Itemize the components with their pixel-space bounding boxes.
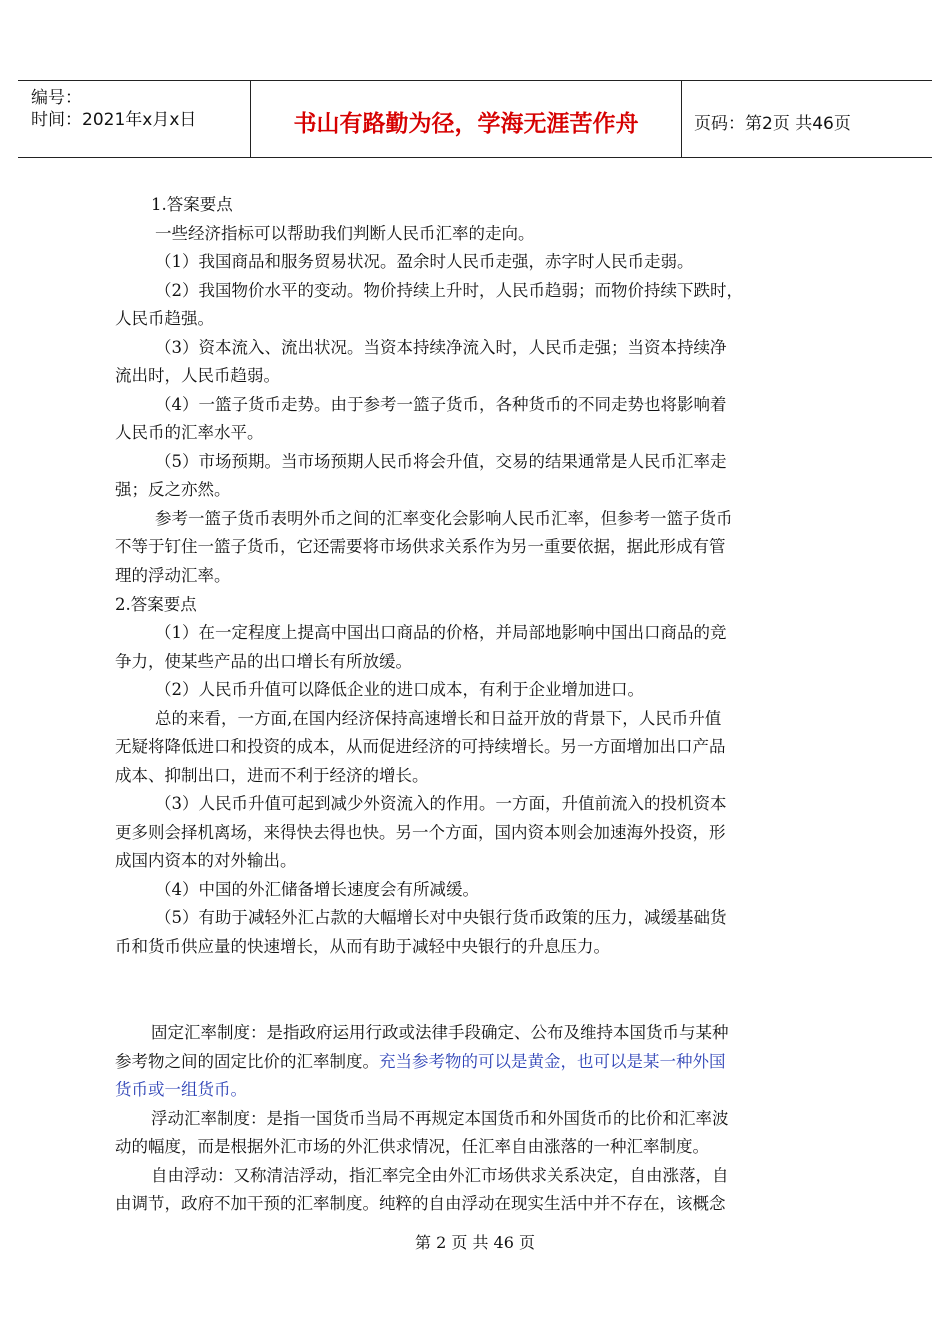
- text-line: 成国内资本的对外输出。: [115, 851, 297, 870]
- section-heading: 1.答案要点: [151, 195, 233, 214]
- text-line: （4）一篮子货币走势。由于参考一篮子货币，各种货币的不同走势也将影响着: [155, 395, 727, 414]
- text-line: 总的来看，一方面,在国内经济保持高速增长和日益开放的背景下，人民币升值: [155, 709, 722, 728]
- text-line: 人民币的汇率水平。: [115, 423, 264, 442]
- highlighted-text: 货币或一组货币。: [115, 1080, 247, 1099]
- text-line: 参考一篮子货币表明外币之间的汇率变化会影响人民币汇率，但参考一篮子货币: [155, 509, 733, 528]
- header-motto: 书山有路勤为径，学海无涯苦作舟: [293, 111, 639, 137]
- text-line: 无疑将降低进口和投资的成本，从而促进经济的可持续增长。另一方面增加出口产品: [115, 737, 726, 756]
- text-line: （5）市场预期。当市场预期人民币将会升值，交易的结果通常是人民币汇率走: [155, 452, 727, 471]
- section-heading: 2.答案要点: [115, 595, 197, 614]
- document-header: [18, 80, 932, 158]
- text-line: 一些经济指标可以帮助我们判断人民币汇率的走向。: [155, 224, 535, 243]
- text-line: 更多则会择机离场，来得快去得也快。另一个方面，国内资本则会加速海外投资，形: [115, 823, 726, 842]
- header-page-code: 页码：第2页 共46页: [694, 114, 851, 134]
- text-line: 自由浮动：又称清洁浮动，指汇率完全由外汇市场供求关系决定，自由涨落，自: [151, 1166, 729, 1185]
- text-line: 强；反之亦然。: [115, 480, 231, 499]
- text-line: 由调节，政府不加干预的汇率制度。纯粹的自由浮动在现实生活中并不存在，该概念: [115, 1194, 726, 1213]
- text-line: 成本、抑制出口，进而不利于经济的增长。: [115, 766, 429, 785]
- text-segment: 参考物之间的固定比价的汇率制度。: [115, 1052, 379, 1071]
- text-line: [115, 1051, 726, 1073]
- text-line: 不等于钉住一篮子货币，它还需要将市场供求关系作为另一重要依据，据此形成有管: [115, 537, 726, 556]
- text-line: （1）我国商品和服务贸易状况。盈余时人民币走强，赤字时人民币走弱。: [155, 252, 694, 271]
- text-line: 固定汇率制度：是指政府运用行政或法律手段确定、公布及维持本国货币与某种: [151, 1023, 729, 1042]
- text-line: 币和货币供应量的快速增长，从而有助于减轻中央银行的升息压力。: [115, 937, 610, 956]
- text-line: （4）中国的外汇储备增长速度会有所减缓。: [155, 880, 479, 899]
- text-line: （1）在一定程度上提高中国出口商品的价格，并局部地影响中国出口商品的竞: [155, 623, 727, 642]
- text-line: （3）人民币升值可起到减少外资流入的作用。一方面，升值前流入的投机资本: [155, 794, 727, 813]
- text-line: 人民币趋强。: [115, 309, 214, 328]
- header-page-cell: [682, 81, 932, 157]
- text-line: （5）有助于减轻外汇占款的大幅增长对中央银行货币政策的压力，减缓基础货: [155, 908, 727, 927]
- page-footer: 第 2 页 共 46 页: [415, 1233, 535, 1252]
- document-number-label: 编号：: [31, 88, 82, 108]
- text-line: （2）我国物价水平的变动。物价持续上升时，人民币趋弱；而物价持续下跌时，: [155, 281, 743, 300]
- text-line: 动的幅度，而是根据外汇市场的外汇供求情况，任汇率自由涨落的一种汇率制度。: [115, 1137, 709, 1156]
- highlighted-text: 充当参考物的可以是黄金，也可以是某一种外国: [379, 1052, 726, 1071]
- text-line: （3）资本流入、流出状况。当资本持续净流入时，人民币走强；当资本持续净: [155, 338, 727, 357]
- document-time-label: 时间：2021年x月x日: [31, 110, 197, 130]
- text-line: （2）人民币升值可以降低企业的进口成本，有利于企业增加进口。: [155, 680, 644, 699]
- text-line: 浮动汇率制度：是指一国货币当局不再规定本国货币和外国货币的比价和汇率波: [151, 1109, 729, 1128]
- text-line: 理的浮动汇率。: [115, 566, 231, 585]
- header-motto-cell: [251, 81, 682, 157]
- text-line: 争力，使某些产品的出口增长有所放缓。: [115, 652, 412, 671]
- header-info-cell: [18, 81, 251, 157]
- text-line: 流出时，人民币趋弱。: [115, 366, 280, 385]
